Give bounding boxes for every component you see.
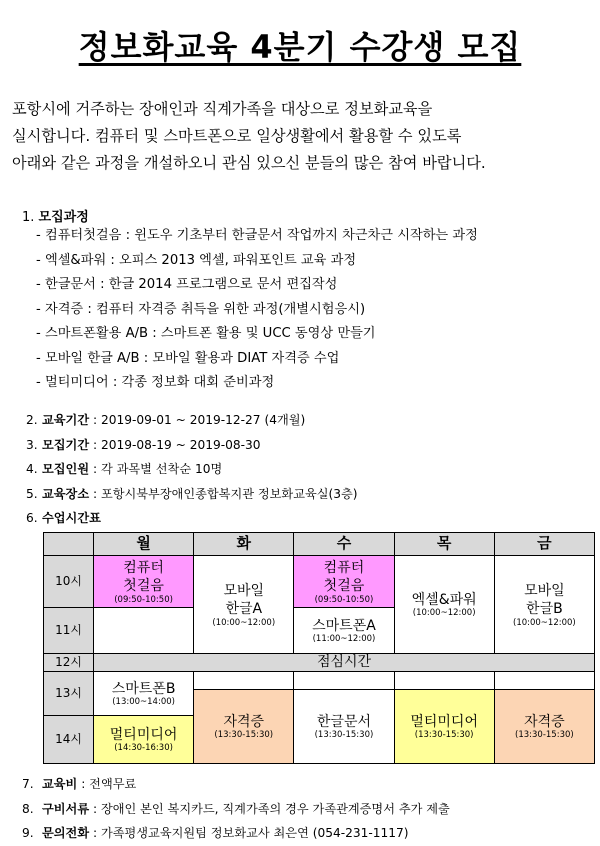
- info-value: : 포항시북부장애인종합복지관 정보화교육실(3층): [89, 486, 358, 501]
- info-list: [26, 408, 358, 531]
- course-item: - 자격증 : 컴퓨터 자격증 취득을 위한 과정(개별시험응시): [36, 301, 366, 317]
- info-documents: 8. 구비서류 : 장애인 본인 복지카드, 직계가족의 경우 가족관계증명서 추가 제출: [22, 801, 450, 816]
- cell-mon-computer-basics: 컴퓨터 첫걸음 (09:50-10:50): [94, 556, 194, 608]
- timetable-row-10: [44, 556, 595, 608]
- intro-line: 아래와 같은 과정을 개설하오니 관심 있으신 분들의 많은 참여 바랍니다.: [12, 154, 486, 172]
- course-item: - 엑셀&파워 : 오피스 2013 엑셀, 파워포인트 교육 과정: [36, 252, 357, 268]
- intro-line: 실시합니다. 컴퓨터 및 스마트폰으로 일상생활에서 활용할 수 있도록: [12, 127, 462, 145]
- info-label: 교육장소: [42, 486, 90, 501]
- info-label: 모집인원: [42, 462, 90, 476]
- info-contact: 9. 문의전화 : 가족평생교육지원팀 정보화교사 최은연 (054-231-1117): [22, 826, 409, 840]
- cell-thu-excel-power: 엑셀&파워 (10:00~12:00): [394, 556, 494, 654]
- cell-empty: [394, 672, 494, 690]
- time-label: 14시: [44, 716, 94, 764]
- cell-fri-certificate: 자격증 (13:30-15:30): [494, 690, 594, 764]
- info-period: 2. 교육기간 : 2019-09-01 ~ 2019-12-27 (4개월): [26, 413, 306, 427]
- course-item: - 컴퓨터첫걸음 : 윈도우 기초부터 한글문서 작업까지 차근차근 시작하는 과정: [36, 228, 478, 243]
- course-item: - 모바일 한글 A/B : 모바일 활용과 DIAT 자격증 수업: [36, 350, 340, 366]
- info-fee: 7. 교육비 : 전액무료: [22, 777, 137, 791]
- cell-empty: [94, 608, 194, 654]
- cell-empty: [494, 672, 594, 690]
- cell-thu-multimedia: 멀티미디어 (13:30-15:30): [394, 690, 494, 764]
- day-header: 목: [394, 533, 494, 556]
- day-header: 금: [494, 533, 594, 556]
- lunch-break: 점심시간: [94, 654, 595, 672]
- info-label: 모집기간: [42, 437, 90, 452]
- cell-mon-multimedia: 멀티미디어 (14:30-16:30): [94, 716, 194, 764]
- cell-wed-smartphone-a: 스마트폰A (11:00~12:00): [294, 608, 394, 654]
- course-item: - 한글문서 : 한글 2014 프로그램으로 문서 편집작성: [36, 277, 338, 292]
- time-label: 10시: [44, 556, 94, 608]
- time-label: 11시: [44, 608, 94, 654]
- timetable-row-12: [44, 654, 595, 672]
- info-location: 5. 교육장소 : 포항시북부장애인종합복지관 정보화교육실(3층): [26, 486, 358, 501]
- cell-mon-smartphone-b: 스마트폰B (13:00~14:00): [94, 672, 194, 716]
- section-number: 1.: [22, 210, 35, 225]
- intro-paragraph: [12, 96, 597, 177]
- course-item: - 스마트폰활용 A/B : 스마트폰 활용 및 UCC 동영상 만들기: [36, 326, 376, 341]
- info-label: 문의전화: [42, 826, 90, 840]
- info-value: : 각 과목별 선착순 10명: [89, 462, 223, 476]
- info-label: 구비서류: [42, 801, 90, 816]
- cell-tue-mobile-hangul-a: 모바일 한글A (10:00~12:00): [194, 556, 294, 654]
- time-label: 12시: [44, 654, 94, 672]
- time-label: 13시: [44, 672, 94, 716]
- cell-empty: [194, 672, 294, 690]
- page-title: 정보화교육 4분기 수강생 모집: [78, 28, 522, 66]
- info-timetable-heading: 6. 수업시간표: [26, 511, 101, 525]
- timetable-corner: [44, 533, 94, 556]
- info-label: 교육비: [42, 777, 78, 791]
- course-list: [36, 224, 478, 396]
- info-value: : 전액무료: [77, 777, 137, 791]
- info-label: 교육기간: [42, 413, 90, 427]
- day-header: 수: [294, 533, 394, 556]
- section-heading: 모집과정: [38, 210, 89, 225]
- bottom-info-list: [22, 772, 450, 846]
- info-value: : 가족평생교육지원팀 정보화교사 최은연 (054-231-1117): [89, 826, 409, 840]
- class-timetable: [43, 532, 595, 764]
- section-recruit-courses: [22, 206, 89, 225]
- day-header: 월: [94, 533, 194, 556]
- cell-tue-certificate: 자격증 (13:30-15:30): [194, 690, 294, 764]
- info-value: : 2019-09-01 ~ 2019-12-27 (4개월): [89, 413, 306, 427]
- info-label: 수업시간표: [42, 511, 101, 525]
- day-header: 화: [194, 533, 294, 556]
- cell-wed-hangul-document: 한글문서 (13:30-15:30): [294, 690, 394, 764]
- intro-line: 포항시에 거주하는 장애인과 직계가족을 대상으로 정보화교육을: [12, 100, 433, 118]
- cell-empty: [294, 672, 394, 690]
- cell-wed-computer-basics: 컴퓨터 첫걸음 (09:50-10:50): [294, 556, 394, 608]
- info-value: : 2019-08-19 ~ 2019-08-30: [89, 437, 261, 452]
- info-value: : 장애인 본인 복지카드, 직계가족의 경우 가족관계증명서 추가 제출: [89, 801, 450, 816]
- info-recruit-period: 3. 모집기간 : 2019-08-19 ~ 2019-08-30: [26, 437, 261, 452]
- timetable-row-13a: [44, 672, 595, 690]
- cell-fri-mobile-hangul-b: 모바일 한글B (10:00~12:00): [494, 556, 594, 654]
- info-capacity: 4. 모집인원 : 각 과목별 선착순 10명: [26, 462, 223, 476]
- timetable-header-row: [44, 533, 595, 556]
- course-item: - 멀티미디어 : 각종 정보화 대회 준비과정: [36, 375, 275, 390]
